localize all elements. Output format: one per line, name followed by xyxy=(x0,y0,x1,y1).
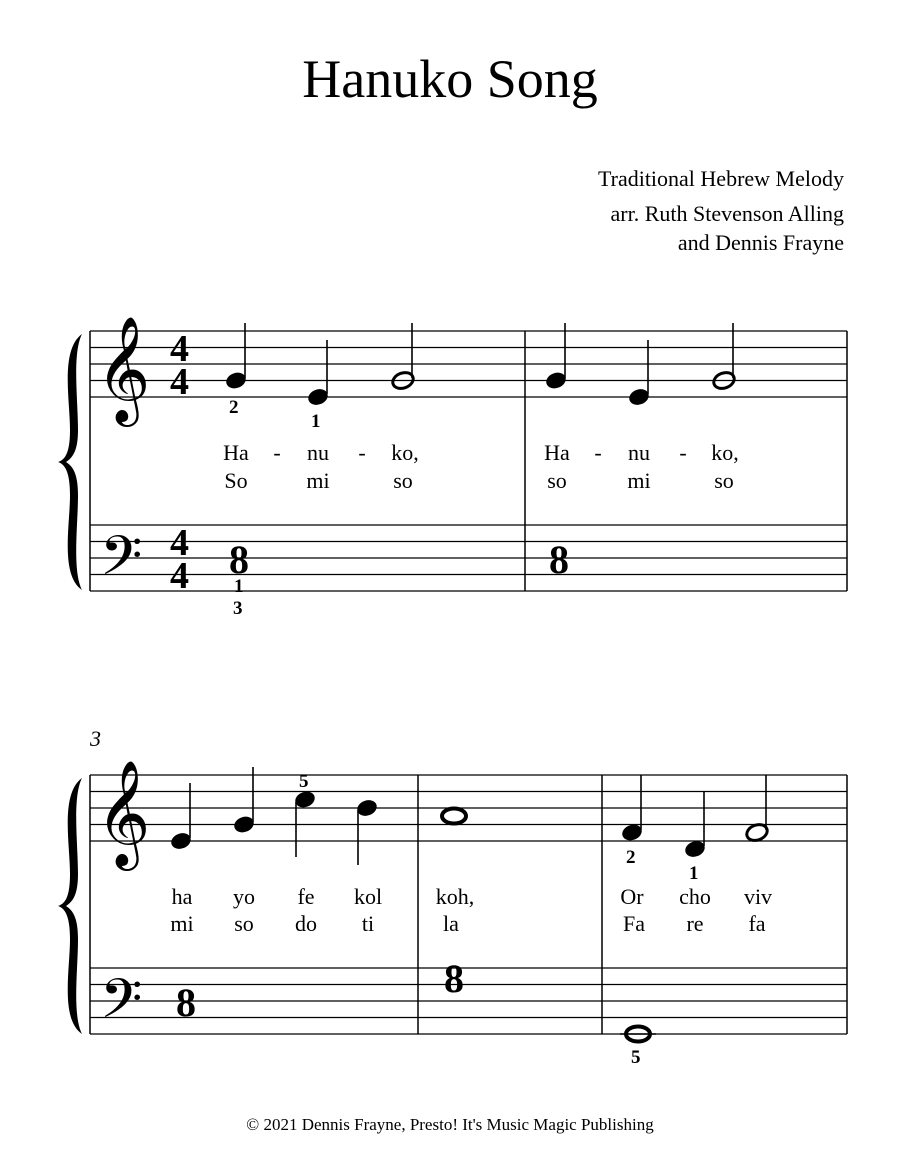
lyric-syllable: Or xyxy=(620,884,644,909)
lyric-syllable: ko, xyxy=(711,440,739,465)
brace xyxy=(58,778,82,1034)
copyright-footer: © 2021 Dennis Frayne, Presto! It's Music Magic Publishing xyxy=(246,1115,654,1134)
lyric-hyphen: - xyxy=(594,440,602,465)
measure-3-notes xyxy=(169,767,379,865)
lyric-syllable: viv xyxy=(743,884,773,909)
whole-note xyxy=(442,809,466,824)
time-signature-top: 4 xyxy=(170,522,189,564)
lyrics-line-1 xyxy=(223,440,739,465)
credit-composer: Traditional Hebrew Melody xyxy=(597,166,844,191)
treble-clef-icon: 𝄞 xyxy=(96,315,151,422)
solfege-syllable: so xyxy=(547,468,567,493)
system-2 xyxy=(58,726,847,1068)
fingering-number: 5 xyxy=(631,1047,641,1068)
lyric-syllable: kol xyxy=(353,884,383,909)
fingering-number: 5 xyxy=(299,771,309,792)
solfege-syllable: so xyxy=(393,468,413,493)
measure-1-notes xyxy=(224,323,415,407)
lyric-syllable: fe xyxy=(297,884,315,909)
bass-clef-icon: 𝄢 xyxy=(100,524,143,601)
fingering-number: 2 xyxy=(626,847,636,868)
lyric-syllable: koh, xyxy=(435,884,475,909)
solfege-syllable: ti xyxy=(361,911,375,936)
measure-number: 3 xyxy=(90,726,101,751)
solfege-syllable: la xyxy=(443,911,459,936)
lyric-syllable: nu xyxy=(628,440,650,465)
solfege-syllable: fa xyxy=(748,911,766,936)
lyric-syllable: cho xyxy=(679,884,711,909)
lyric-syllable: Ha xyxy=(223,440,249,465)
lyric-syllable: yo xyxy=(233,884,255,909)
measure-2-notes xyxy=(544,323,736,407)
lyric-syllable: ha xyxy=(171,884,193,909)
bass-interval-chord: 8 xyxy=(444,956,464,1001)
solfege-syllable: mi xyxy=(627,468,651,493)
bass-interval-chord: 8 xyxy=(549,537,569,582)
fingering-number: 1 xyxy=(689,863,699,884)
lyric-syllable: Ha xyxy=(544,440,570,465)
credit-arranger: arr. Ruth Stevenson Alling xyxy=(610,201,844,226)
treble-clef-icon: 𝄞 xyxy=(96,759,151,866)
page-title: Hanuko Song xyxy=(302,49,598,109)
time-signature-top: 4 xyxy=(170,328,189,370)
solfege-syllable: re xyxy=(686,911,704,936)
fingering-number: 2 xyxy=(229,397,239,418)
lyric-hyphen: - xyxy=(273,440,281,465)
solfege-syllable: so xyxy=(234,911,254,936)
bass-clef-icon: 𝄢 xyxy=(100,967,143,1044)
system-1 xyxy=(58,315,847,619)
time-signature-bottom: 4 xyxy=(170,555,189,597)
lyrics-line-2 xyxy=(224,468,733,493)
lyric-hyphen: - xyxy=(358,440,366,465)
bass-interval-chord: 8 xyxy=(176,980,196,1025)
fingering-number: 1 xyxy=(311,411,321,432)
lyric-hyphen: - xyxy=(679,440,687,465)
solfege-syllable: So xyxy=(224,468,248,493)
brace xyxy=(58,334,82,590)
fingering-number: 1 xyxy=(234,576,244,597)
solfege-syllable: mi xyxy=(306,468,330,493)
treble-staff-2 xyxy=(90,775,847,841)
lyrics-line-1 xyxy=(172,884,772,909)
solfege-syllable: mi xyxy=(170,911,194,936)
bass-interval-chord: 8 xyxy=(229,537,249,582)
credit-arranger-2: and Dennis Frayne xyxy=(677,230,844,255)
fingering-number: 3 xyxy=(233,598,243,619)
bass-staff-1 xyxy=(90,525,847,591)
time-signature-bottom: 4 xyxy=(170,361,189,403)
solfege-syllable: so xyxy=(714,468,734,493)
lyric-syllable: nu xyxy=(307,440,329,465)
measure-5-notes xyxy=(620,775,769,859)
solfege-syllable: Fa xyxy=(623,911,645,936)
lyric-syllable: ko, xyxy=(391,440,419,465)
bass-staff-2 xyxy=(90,968,847,1034)
solfege-syllable: do xyxy=(295,911,317,936)
lyrics-line-2 xyxy=(170,911,765,936)
